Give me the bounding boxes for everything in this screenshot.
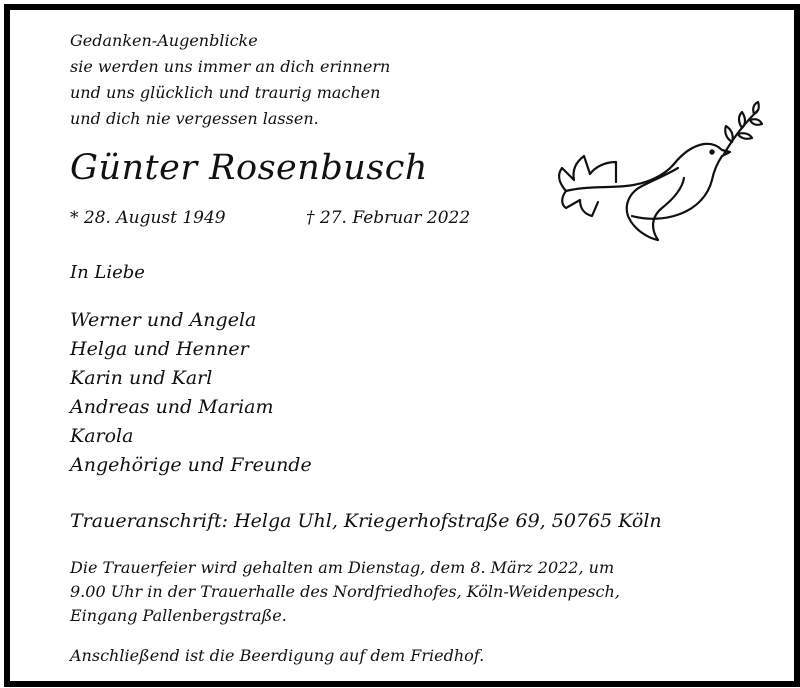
deceased-name: Günter Rosenbusch xyxy=(70,148,428,188)
poem-line: sie werden uns immer an dich erinnern xyxy=(70,57,391,76)
burial-info: Anschließend ist die Beerdigung auf dem Friedhof. xyxy=(70,646,485,665)
service-line: 9.00 Uhr in der Trauerhalle des Nordfriedhofes, Köln-Weidenpesch, xyxy=(70,582,620,601)
death-date: † 27. Februar 2022 xyxy=(306,208,471,228)
birth-date: * 28. August 1949 xyxy=(70,208,226,228)
mourner-item: Werner und Angela xyxy=(70,309,257,331)
poem-line: und dich nie vergessen lassen. xyxy=(70,109,319,128)
dove-with-olive-branch-icon xyxy=(546,96,766,246)
mourner-item: Helga und Henner xyxy=(70,338,249,360)
mourning-address: Traueranschrift: Helga Uhl, Kriegerhofstraße 69, 50765 Köln xyxy=(70,510,662,532)
obituary-notice xyxy=(4,4,800,687)
poem-line: und uns glücklich und traurig machen xyxy=(70,83,381,102)
funeral-service-info xyxy=(70,556,620,628)
poem-line: Gedanken-Augenblicke xyxy=(70,31,258,50)
in-love-heading: In Liebe xyxy=(70,262,145,283)
poem xyxy=(70,28,390,132)
service-line: Eingang Pallenbergstraße. xyxy=(70,606,287,625)
service-line: Die Trauerfeier wird gehalten am Dienstag, dem 8. März 2022, um xyxy=(70,558,615,577)
mourner-item: Angehörige und Freunde xyxy=(70,454,312,476)
mourner-item: Karola xyxy=(70,425,134,447)
mourners-list xyxy=(70,306,312,480)
mourner-item: Karin und Karl xyxy=(70,367,213,389)
mourner-item: Andreas und Mariam xyxy=(70,396,274,418)
